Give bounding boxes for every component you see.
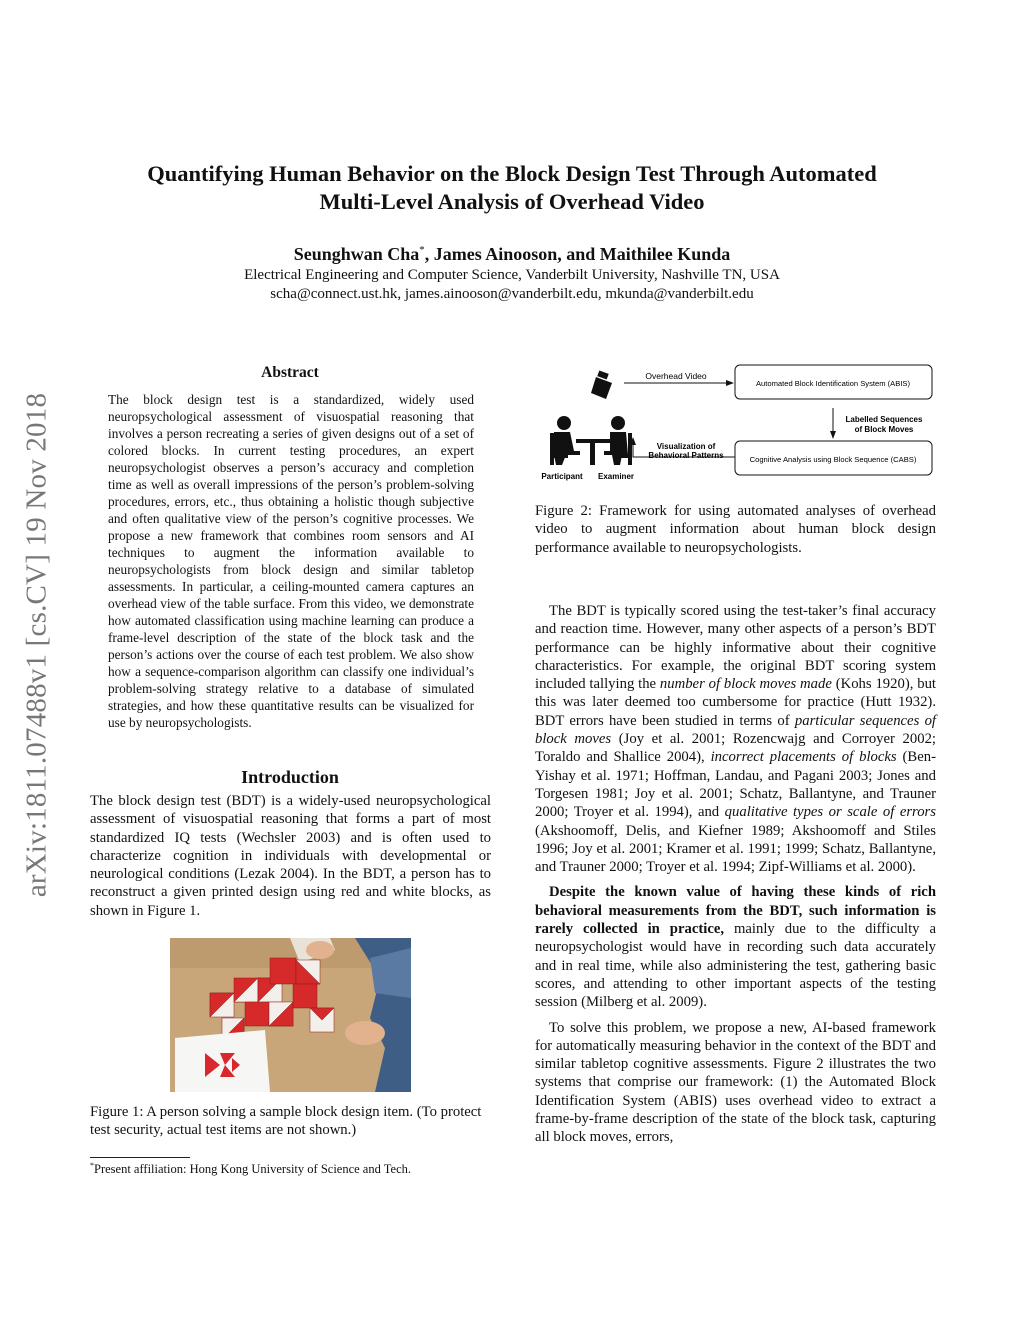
author-footnote-mark: *	[419, 244, 425, 256]
figure-2-diagram	[536, 355, 936, 487]
arxiv-identifier	[8, 345, 66, 945]
visualization-line2: Behavioral Patterns	[648, 451, 724, 460]
para1-italic-2: particular sequences of block moves	[535, 712, 937, 748]
participant-icon	[550, 416, 580, 465]
figure-1-caption: Figure 1: A person solving a sample block design item. (To protect test security, actual test items are not shown.)	[90, 1104, 482, 1139]
para1-text-5: (Akshoomoff, Delis, and Kiefner 1989; Akshoomoff and Stiles 1996; Joy et al. 2001; Kramer et al. 1991; 1999; Schatz, Ballantyne, and Trauner 2000; Troyer et al. 1994; Zipf-Williams et al. 2000).	[535, 822, 936, 876]
author-list	[100, 244, 924, 265]
examiner-label: Examiner	[597, 472, 635, 481]
arxiv-identifier-text: arXiv:1811.07488v1 [cs.CV] 19 Nov 2018	[20, 392, 53, 898]
footnote-text: Present affiliation: Hong Kong University of Science and Tech.	[94, 1162, 411, 1177]
paper-title	[100, 160, 924, 216]
camera-icon	[591, 370, 612, 399]
footnote-rule	[90, 1157, 190, 1158]
paragraph-bdt-scoring	[535, 602, 936, 876]
abis-box-label: Automated Block Identification System (ABIS)	[755, 379, 911, 388]
introduction-heading: Introduction	[241, 767, 339, 787]
labelled-sequences-line1: Labelled Sequences	[845, 415, 923, 424]
framework-diagram-svg	[536, 355, 936, 487]
title-line-1: Quantifying Human Behavior on the Block Design Test Through Automated	[147, 161, 877, 186]
para1-italic-1: number of block moves made	[659, 676, 832, 693]
author-rest: , James Ainooson, and Maithilee Kunda	[424, 244, 731, 264]
para1-text-4: (Ben-Yishay et al. 1971; Hoffman, Landau, and Pagani 2003; Jones and Torgesen 1981; Joy et al. 2001; Schatz, Ballantyne, and Trauner 2000; Troyer et al. 1994), and	[535, 749, 936, 821]
labelled-sequences-line2: of Block Moves	[854, 425, 914, 434]
figure-2-caption: Figure 2: Framework for using automated analyses of overhead video to augment information about human block design performance available to neuropsychologists.	[535, 503, 936, 556]
cabs-box-label: Cognitive Analysis using Block Sequence (CABS)	[749, 455, 917, 464]
table-icon	[576, 439, 610, 443]
abstract-body: The block design test is a standardized, widely used neuropsychological assessment of visuospatial reasoning that involves a person recreating a series of given designs out of a set of colored blocks. In current testing procedures, an expert neuropsychologist observes a person’s accuracy and completion time as well as overall impressions of the person’s problem-solving procedures, errors, etc., thus obtaining a holistic though subjective and often qualitative view of the person’s cognitive processes. We propose a new framework that combines room sensors and AI techniques to augment the information available to neuropsychologists from block design and similar tabletop assessments. In particular, a ceiling-mounted camera captures an overhead view of the table surface. From this video, we demonstrate how automated classification using machine learning can produce a frame-level description of the state of the block task and the person’s actions over the course of each test problem. We also show how a sequence-comparison algorithm can classify one individual’s problem-solving strategy relative to a database of simulated strategies, and how these quantitative results can be visualized for use by neuropsychologists.	[108, 392, 474, 730]
para1-text-3: (Joy et al. 2001; Rozencwajg and Corroyer 2002; Toraldo and Shallice 2004),	[535, 731, 936, 766]
para2-text: mainly due to the difficulty a neuropsychologist would have in recording such data accurately and in real time, while also administering the test, gathering basic scores, and attending to other important aspects of the testing session (Milberg et al. 2009).	[535, 921, 936, 1011]
author-emails: scha@connect.ust.hk, james.ainooson@vanderbilt.edu, mkunda@vanderbilt.edu	[270, 286, 754, 302]
title-line-2: Multi-Level Analysis of Overhead Video	[319, 189, 705, 214]
para1-text-2: (Kohs 1920), but this was later deemed too cumbersome for practice (Hutt 1932). BDT errors have been studied in terms of	[535, 676, 936, 729]
participant-label: Participant	[541, 472, 583, 481]
figure-1-photo	[170, 938, 411, 1092]
paragraph-rich-measurements	[535, 883, 936, 1011]
right-column-body	[535, 602, 936, 1154]
block-design-photo-illustration	[170, 938, 411, 1092]
footnote-mark: *	[90, 1161, 94, 1170]
para1-italic-4: qualitative types or scale of errors	[724, 804, 936, 821]
para1-italic-3: incorrect placements of blocks	[710, 749, 897, 766]
affiliation: Electrical Engineering and Computer Science, Vanderbilt University, Nashville TN, USA	[244, 267, 780, 283]
footnote	[90, 1161, 510, 1177]
paragraph-framework: To solve this problem, we propose a new, AI-based framework for automatically measuring behavior in the context of the BDT and similar tabletop cognitive assessments. Figure 2 illustrates the two systems that comprise our framework: (1) the Automated Block Identification System (ABIS) uses overhead video to extract a frame-by-frame description of the state of the block task, capturing all block moves, errors,	[535, 1019, 936, 1146]
introduction-body: The block design test (BDT) is a widely-used neuropsychological assessment of visuospatial reasoning that forms a part of most standardized IQ tests (Wechsler 2003) and is often used to characterize cognition in individuals with developmental or neurological conditions (Lezak 2004). In the BDT, a person has to reconstruct a given printed design using red and white blocks, as shown in Figure 1.	[90, 793, 491, 919]
overhead-video-label: Overhead Video	[645, 371, 707, 381]
author-first: Seunghwan Cha	[293, 244, 420, 264]
para2-bold: Despite the known value of having these kinds of rich behavioral measurements from the BDT, such information is rarely collected in practice,	[535, 884, 936, 938]
para1-text-1: The BDT is typically scored using the test-taker’s final accuracy and reaction time. However, many other aspects of a person’s BDT performance can be highly informative about their cognitive characteristics. For example, the original BDT scoring system included tallying the	[535, 603, 936, 693]
visualization-line1: Visualization of	[656, 442, 716, 451]
affiliation-block	[100, 266, 924, 304]
abstract-heading: Abstract	[261, 364, 319, 381]
